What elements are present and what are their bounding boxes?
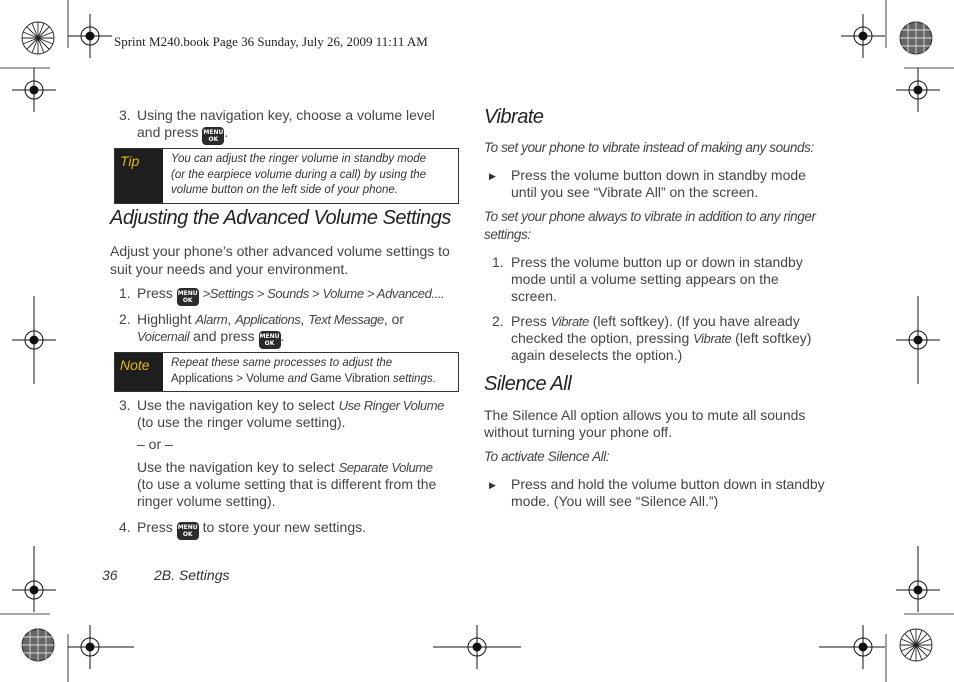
section-title: Adjusting the Advanced Volume Settings xyxy=(110,207,451,229)
step-text: Use the navigation key to select Separate Volume (to use a volume setting that is different from the ringer volume setting). xyxy=(137,459,437,509)
step-text: Use the navigation key to select Use Ringer Volume (to use the ringer volume setting). xyxy=(137,397,444,430)
silence-instruction: To activate Silence All: xyxy=(484,449,610,464)
print-header: Sprint M240.book Page 36 Sunday, July 26, 2009 11:11 AM xyxy=(114,34,428,49)
step-text: Press the volume button up or down in standby mode until a volume setting appears on the screen. xyxy=(511,254,803,304)
step-text: Press MENU OK to store your new settings. xyxy=(137,519,366,538)
step-text: Press MENU OK >Settings > Sounds > Volume > Advanced.... xyxy=(137,285,445,304)
step-number: 3. xyxy=(119,397,131,413)
step-number: 2. xyxy=(119,311,131,327)
tip-label: Tip xyxy=(115,149,163,203)
menu-ok-key-icon: MENU OK xyxy=(177,524,198,538)
note-label: Note xyxy=(115,353,163,391)
step-text: Press Vibrate (left softkey). (If you have already checked the option, pressing Vibrate (left softkey) again deselects the option.) xyxy=(511,313,812,363)
vibrate-instruction: To set your phone to vibrate instead of making any sounds: xyxy=(484,140,814,155)
menu-ok-key-icon: MENU OK xyxy=(259,333,280,347)
note-box xyxy=(114,352,459,392)
vibrate-heading: Vibrate xyxy=(484,106,544,128)
section-footer: 2B. Settings xyxy=(154,567,230,583)
menu-ok-key-icon: MENU OK xyxy=(177,290,198,304)
bullet-triangle-icon: ▶ xyxy=(489,171,496,181)
page-number: 36 xyxy=(102,567,118,583)
tip-text: You can adjust the ringer volume in standby mode (or the earpiece volume during a call) by using the volume button on the left side of your phone. xyxy=(171,153,427,196)
bullet-text: Press and hold the volume button down in standby mode. (You will see “Silence All.”) xyxy=(511,476,825,509)
step-text: Using the navigation key, choose a volume level and press MENU OK . xyxy=(137,107,435,143)
note-text: Repeat these same processes to adjust the Applications > Volume and Game Vibration settings. xyxy=(171,357,436,385)
or-separator: – or – xyxy=(137,436,173,452)
bullet-triangle-icon: ▶ xyxy=(489,480,496,490)
menu-ok-key-icon: MENU OK xyxy=(203,129,224,143)
tip-box xyxy=(114,148,459,204)
step-text: Highlight Alarm, Applications, Text Message, or Voicemail and press MENU OK . xyxy=(137,311,405,347)
intro-paragraph: Adjust your phone’s other advanced volume settings to suit your needs and your environment. xyxy=(110,243,450,277)
step-number: 3. xyxy=(119,107,131,123)
bullet-text: Press the volume button down in standby mode until you see “Vibrate All” on the screen. xyxy=(511,167,806,200)
silence-all-heading: Silence All xyxy=(484,373,572,395)
silence-intro: The Silence All option allows you to mute all sounds without turning your phone off. xyxy=(484,407,806,440)
step-number: 1. xyxy=(492,254,504,270)
step-number: 1. xyxy=(119,285,131,301)
step-number: 4. xyxy=(119,519,131,535)
vibrate-instruction: To set your phone always to vibrate in addition to any ringer settings: xyxy=(484,209,816,242)
step-number: 2. xyxy=(492,313,504,329)
